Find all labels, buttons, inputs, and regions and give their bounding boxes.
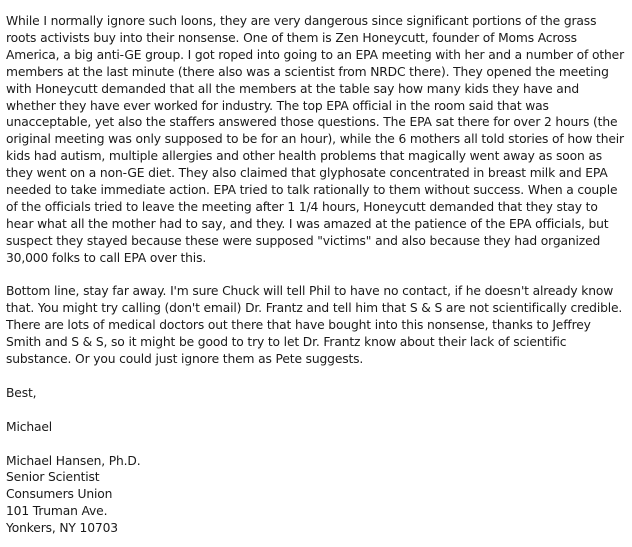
signature-city: Yonkers, NY 10703 bbox=[6, 521, 118, 536]
signature-name: Michael Hansen, Ph.D. bbox=[6, 453, 141, 468]
sender-first-name: Michael bbox=[6, 419, 53, 434]
signature-street: 101 Truman Ave. bbox=[6, 504, 108, 519]
paragraph-meeting-account: While I normally ignore such loons, they are very dangerous since significant portions of the grass roots activists buy into their nonsense. One of them is Zen Honeycutt, founder of Moms Across America, a big anti-GE group. I got roped into going to an EPA meeting with her and a number of other members at the last minute (there also was a scientist from NRDC there). They opened the meeting with Honeycutt demanded that all the members at the table say how many kids they have and whether they have ever worked for industry. The top EPA official in the room said that was unacceptable, yet also the staffers answered those questions. The EPA sat there for over 2 hours (the original meeting was only supposed to be for an hour), while the 6 mothers all told stories of how their kids had autism, multiple allergies and other health problems that magically went away as soon as they went on a non-GE diet. They also claimed that glyphosate concentrated in breast milk and EPA needed to take immediate action. EPA tried to talk rationally to them without success. When a couple of the officials tried to leave the meeting after 1 1/4 hours, Honeycutt demanded that they stay to hear what all the mother had to say, and they. I was amazed at the patience of the EPA officials, but suspect they stayed because these were supposed "victims" and also because they had organized 30,000 folks to call EPA over this. bbox=[6, 14, 624, 265]
signature-title: Senior Scientist bbox=[6, 470, 100, 485]
signature-organization: Consumers Union bbox=[6, 487, 113, 502]
email-body bbox=[6, 13, 628, 537]
closing: Best, bbox=[6, 385, 37, 400]
signature-block bbox=[6, 453, 628, 538]
paragraph-advice: Bottom line, stay far away. I'm sure Chuck will tell Phil to have no contact, if he doesn't already know that. You might try calling (don't email) Dr. Frantz and tell him that S & S are not scientifically credible. There are lots of medical doctors out there that have bought into this nonsense, thanks to Jeffrey Smith and S & S, so it might be good to try to let Dr. Frantz know about their lack of scientific substance. Or you could just ignore them as Pete suggests. bbox=[6, 284, 623, 367]
